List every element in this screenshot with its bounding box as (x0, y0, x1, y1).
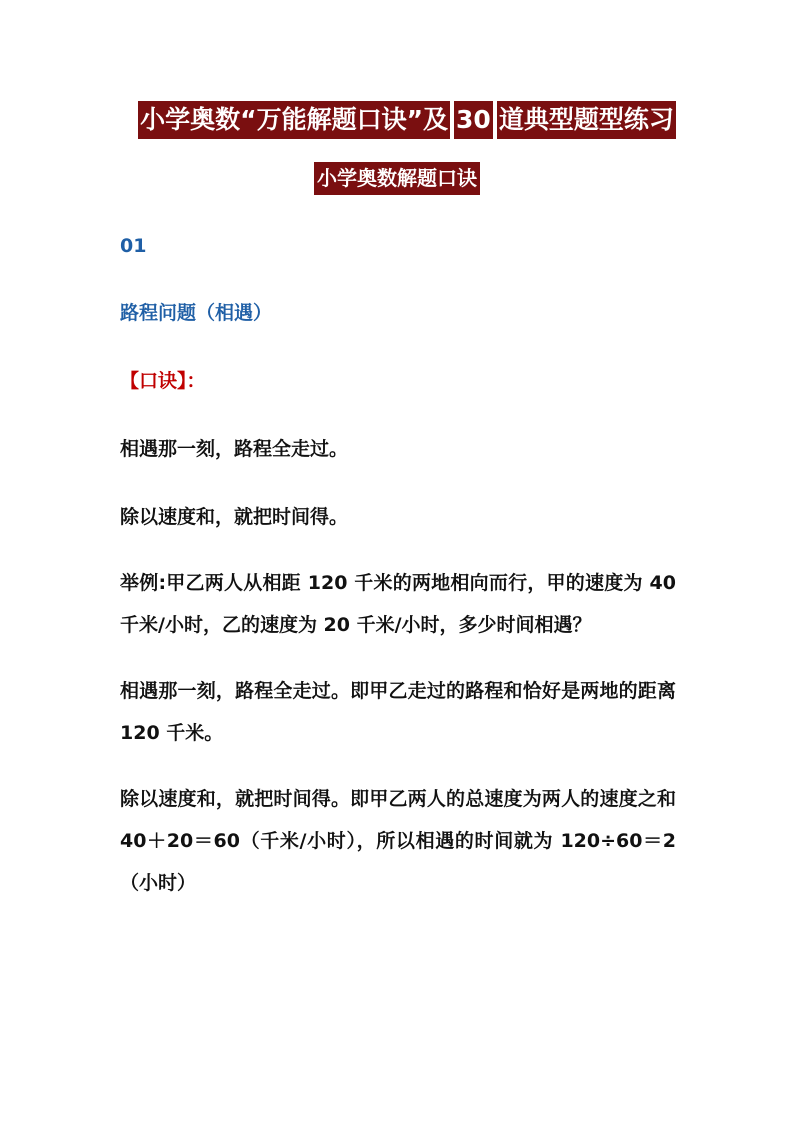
paragraph-5: 除以速度和，就把时间得。即甲乙两人的总速度为两人的速度之和 40＋20＝60（千米/小时），所以相遇的时间就为 120÷60＝2（小时） (120, 788, 676, 894)
subtitle (0, 162, 794, 195)
paragraph-2: 除以速度和，就把时间得。 (120, 506, 349, 528)
paragraph-3: 举例:甲乙两人从相距 120 千米的两地相向而行，甲的速度为 40 千米/小时，乙的速度为 20 千米/小时，多少时间相遇？ (120, 572, 676, 636)
rhyme-label: 【口诀】： (120, 370, 206, 392)
main-title (0, 101, 794, 139)
title-block-1: 小学奥数“万能解题口诀”及 (138, 101, 450, 139)
subtitle-block: 小学奥数解题口诀 (314, 162, 480, 195)
paragraph-1: 相遇那一刻，路程全走过。 (120, 438, 349, 460)
title-block-3: 道典型题型练习 (497, 101, 676, 139)
paragraph-4: 相遇那一刻，路程全走过。即甲乙走过的路程和恰好是两地的距离 120 千米。 (120, 680, 676, 744)
section-title: 路程问题（相遇） (120, 302, 273, 324)
section-number: 01 (120, 235, 147, 257)
title-block-2: 30 (454, 101, 493, 139)
